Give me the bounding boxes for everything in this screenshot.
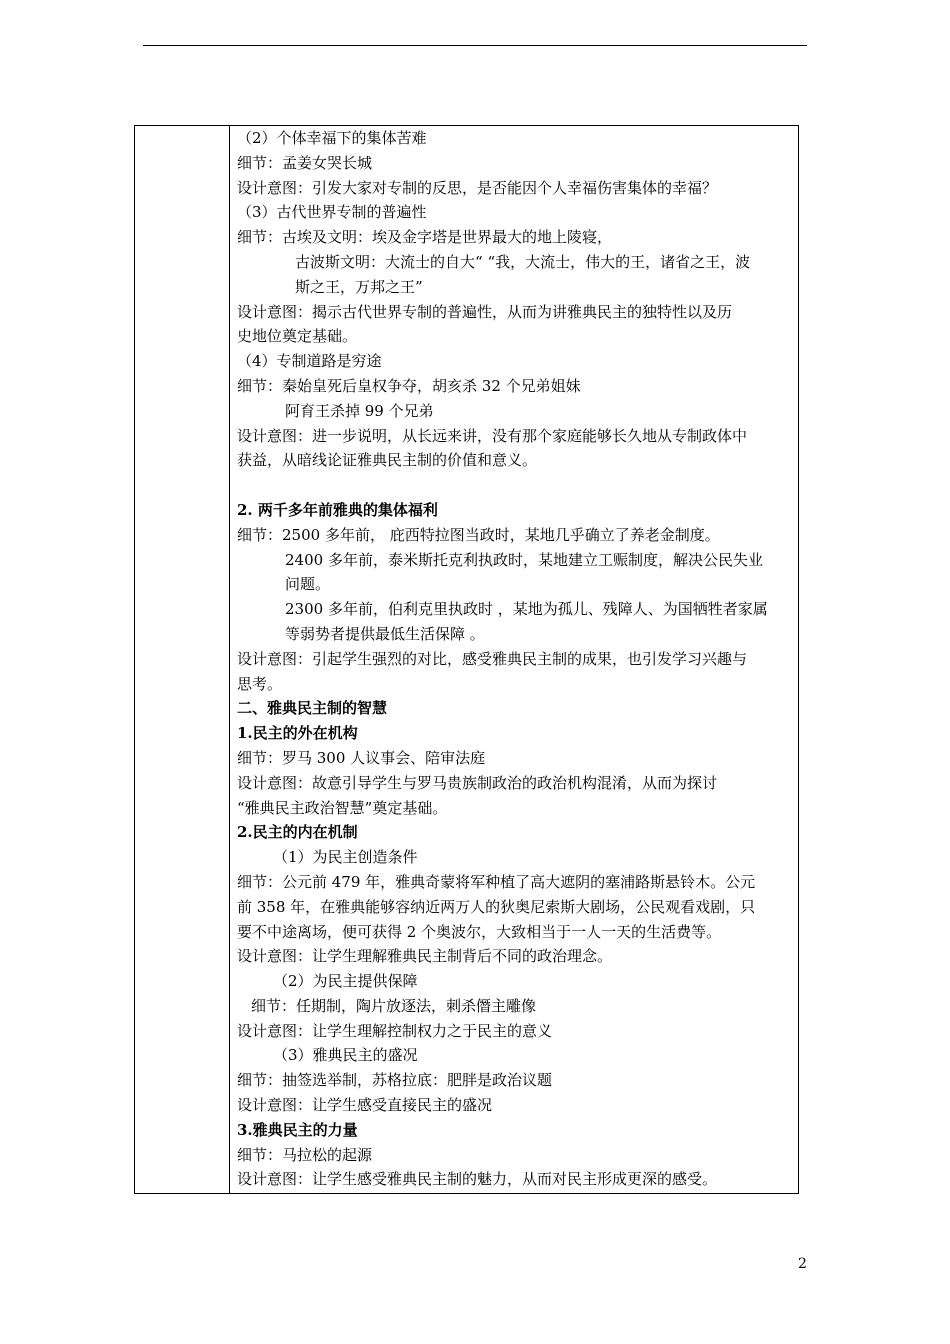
detail-line: 问题。 xyxy=(285,575,331,594)
detail-line: 细节：古埃及文明：埃及金字塔是世界最大的地上陵寝， xyxy=(237,228,613,247)
subheading: （1）为民主创造条件 xyxy=(273,848,418,867)
detail-line: 细节：孟姜女哭长城 xyxy=(237,153,373,172)
detail-line: 细节：公元前 479 年，雅典奇蒙将军种植了高大遮阴的塞浦路斯悬铃木。公元 xyxy=(237,872,756,891)
header-rule xyxy=(143,45,807,46)
design-intent-line: 设计意图：引发大家对专制的反思，是否能因个人幸福伤害集体的幸福？ xyxy=(237,178,718,197)
subheading: （3）古代世界专制的普遍性 xyxy=(237,203,427,222)
table-content-cell xyxy=(237,126,792,1192)
section-heading: 2. 两千多年前雅典的集体福利 xyxy=(237,500,438,519)
subheading: （2）个体幸福下的集体苦难 xyxy=(237,129,427,147)
detail-line: 古波斯文明：大流士的自大“ “我，大流士，伟大的王，诸省之王，波 xyxy=(295,252,751,271)
design-intent-line: 设计意图：让学生理解控制权力之于民主的意义 xyxy=(237,1021,553,1040)
detail-line: 细节：2500 多年前， 庇西特拉图当政时，某地几乎确立了养老金制度。 xyxy=(237,525,720,544)
detail-line: 等弱势者提供最低生活保障 。 xyxy=(285,624,485,643)
section-heading: 2.民主的内在机制 xyxy=(237,823,358,842)
design-intent-line: 设计意图：进一步说明，从长远来讲，没有那个家庭能够长久地从专制政体中 xyxy=(237,426,748,445)
detail-line: 细节：秦始皇死后皇权争夺，胡亥杀 32 个兄弟姐妹 xyxy=(237,376,581,395)
detail-line: 细节：罗马 300 人议事会、陪审法庭 xyxy=(237,748,486,767)
detail-line: 2300 多年前，伯利克里执政时 ，某地为孤儿、残障人、为国牺牲者家属 xyxy=(285,600,768,619)
detail-line: 细节：马拉松的起源 xyxy=(237,1145,373,1164)
section-heading: 3.雅典民主的力量 xyxy=(237,1120,358,1139)
design-intent-line: 设计意图：故意引导学生与罗马贵族制政治的政治机构混淆，从而为探讨 xyxy=(237,773,718,792)
section-heading: 1.民主的外在机构 xyxy=(237,724,358,743)
detail-line: 斯之王，万邦之王” xyxy=(295,277,423,296)
section-heading: 二、雅典民主制的智慧 xyxy=(237,699,388,718)
detail-line: 2400 多年前，泰米斯托克利执政时，某地建立工赈制度，解决公民失业 xyxy=(285,550,763,569)
blank-line xyxy=(237,473,792,498)
design-intent-line: 史地位奠定基础。 xyxy=(237,327,358,346)
design-intent-line: 设计意图：让学生感受直接民主的盛况 xyxy=(237,1096,493,1115)
table-left-column xyxy=(135,126,230,1193)
page-number: 2 xyxy=(798,1256,807,1272)
detail-line: 阿育王杀掉 99 个兄弟 xyxy=(285,401,434,420)
subheading: （3）雅典民主的盛况 xyxy=(273,1046,418,1065)
subheading: （4）专制道路是穷途 xyxy=(237,352,382,371)
design-intent-line: 设计意图：揭示古代世界专制的普遍性，从而为讲雅典民主的独特性以及历 xyxy=(237,302,733,321)
design-intent-line: 设计意图：让学生理解雅典民主制背后不同的政治理念。 xyxy=(237,947,613,966)
design-intent-line: 思考。 xyxy=(237,674,283,693)
detail-line: 要不中途离场，便可获得 2 个奥波尔，大致相当于一人一天的生活费等。 xyxy=(237,922,722,941)
design-intent-line: 设计意图：让学生感受雅典民主制的魅力，从而对民主形成更深的感受。 xyxy=(237,1170,718,1189)
detail-line: 细节：抽签选举制，苏格拉底：肥胖是政治议题 xyxy=(237,1071,553,1090)
design-intent-line: “雅典民主政治智慧”奠定基础。 xyxy=(237,798,448,817)
subheading: （2）为民主提供保障 xyxy=(273,972,418,991)
lesson-plan-table xyxy=(134,125,799,1194)
design-intent-line: 设计意图：引起学生强烈的对比，感受雅典民主制的成果，也引发学习兴趣与 xyxy=(237,649,748,668)
design-intent-line: 获益，从暗线论证雅典民主制的价值和意义。 xyxy=(237,451,538,470)
detail-line: 前 358 年，在雅典能够容纳近两万人的狄奥尼索斯大剧场，公民观看戏剧，只 xyxy=(237,897,756,916)
detail-line: 细节：任期制，陶片放逐法，刺杀僭主雕像 xyxy=(251,996,537,1015)
